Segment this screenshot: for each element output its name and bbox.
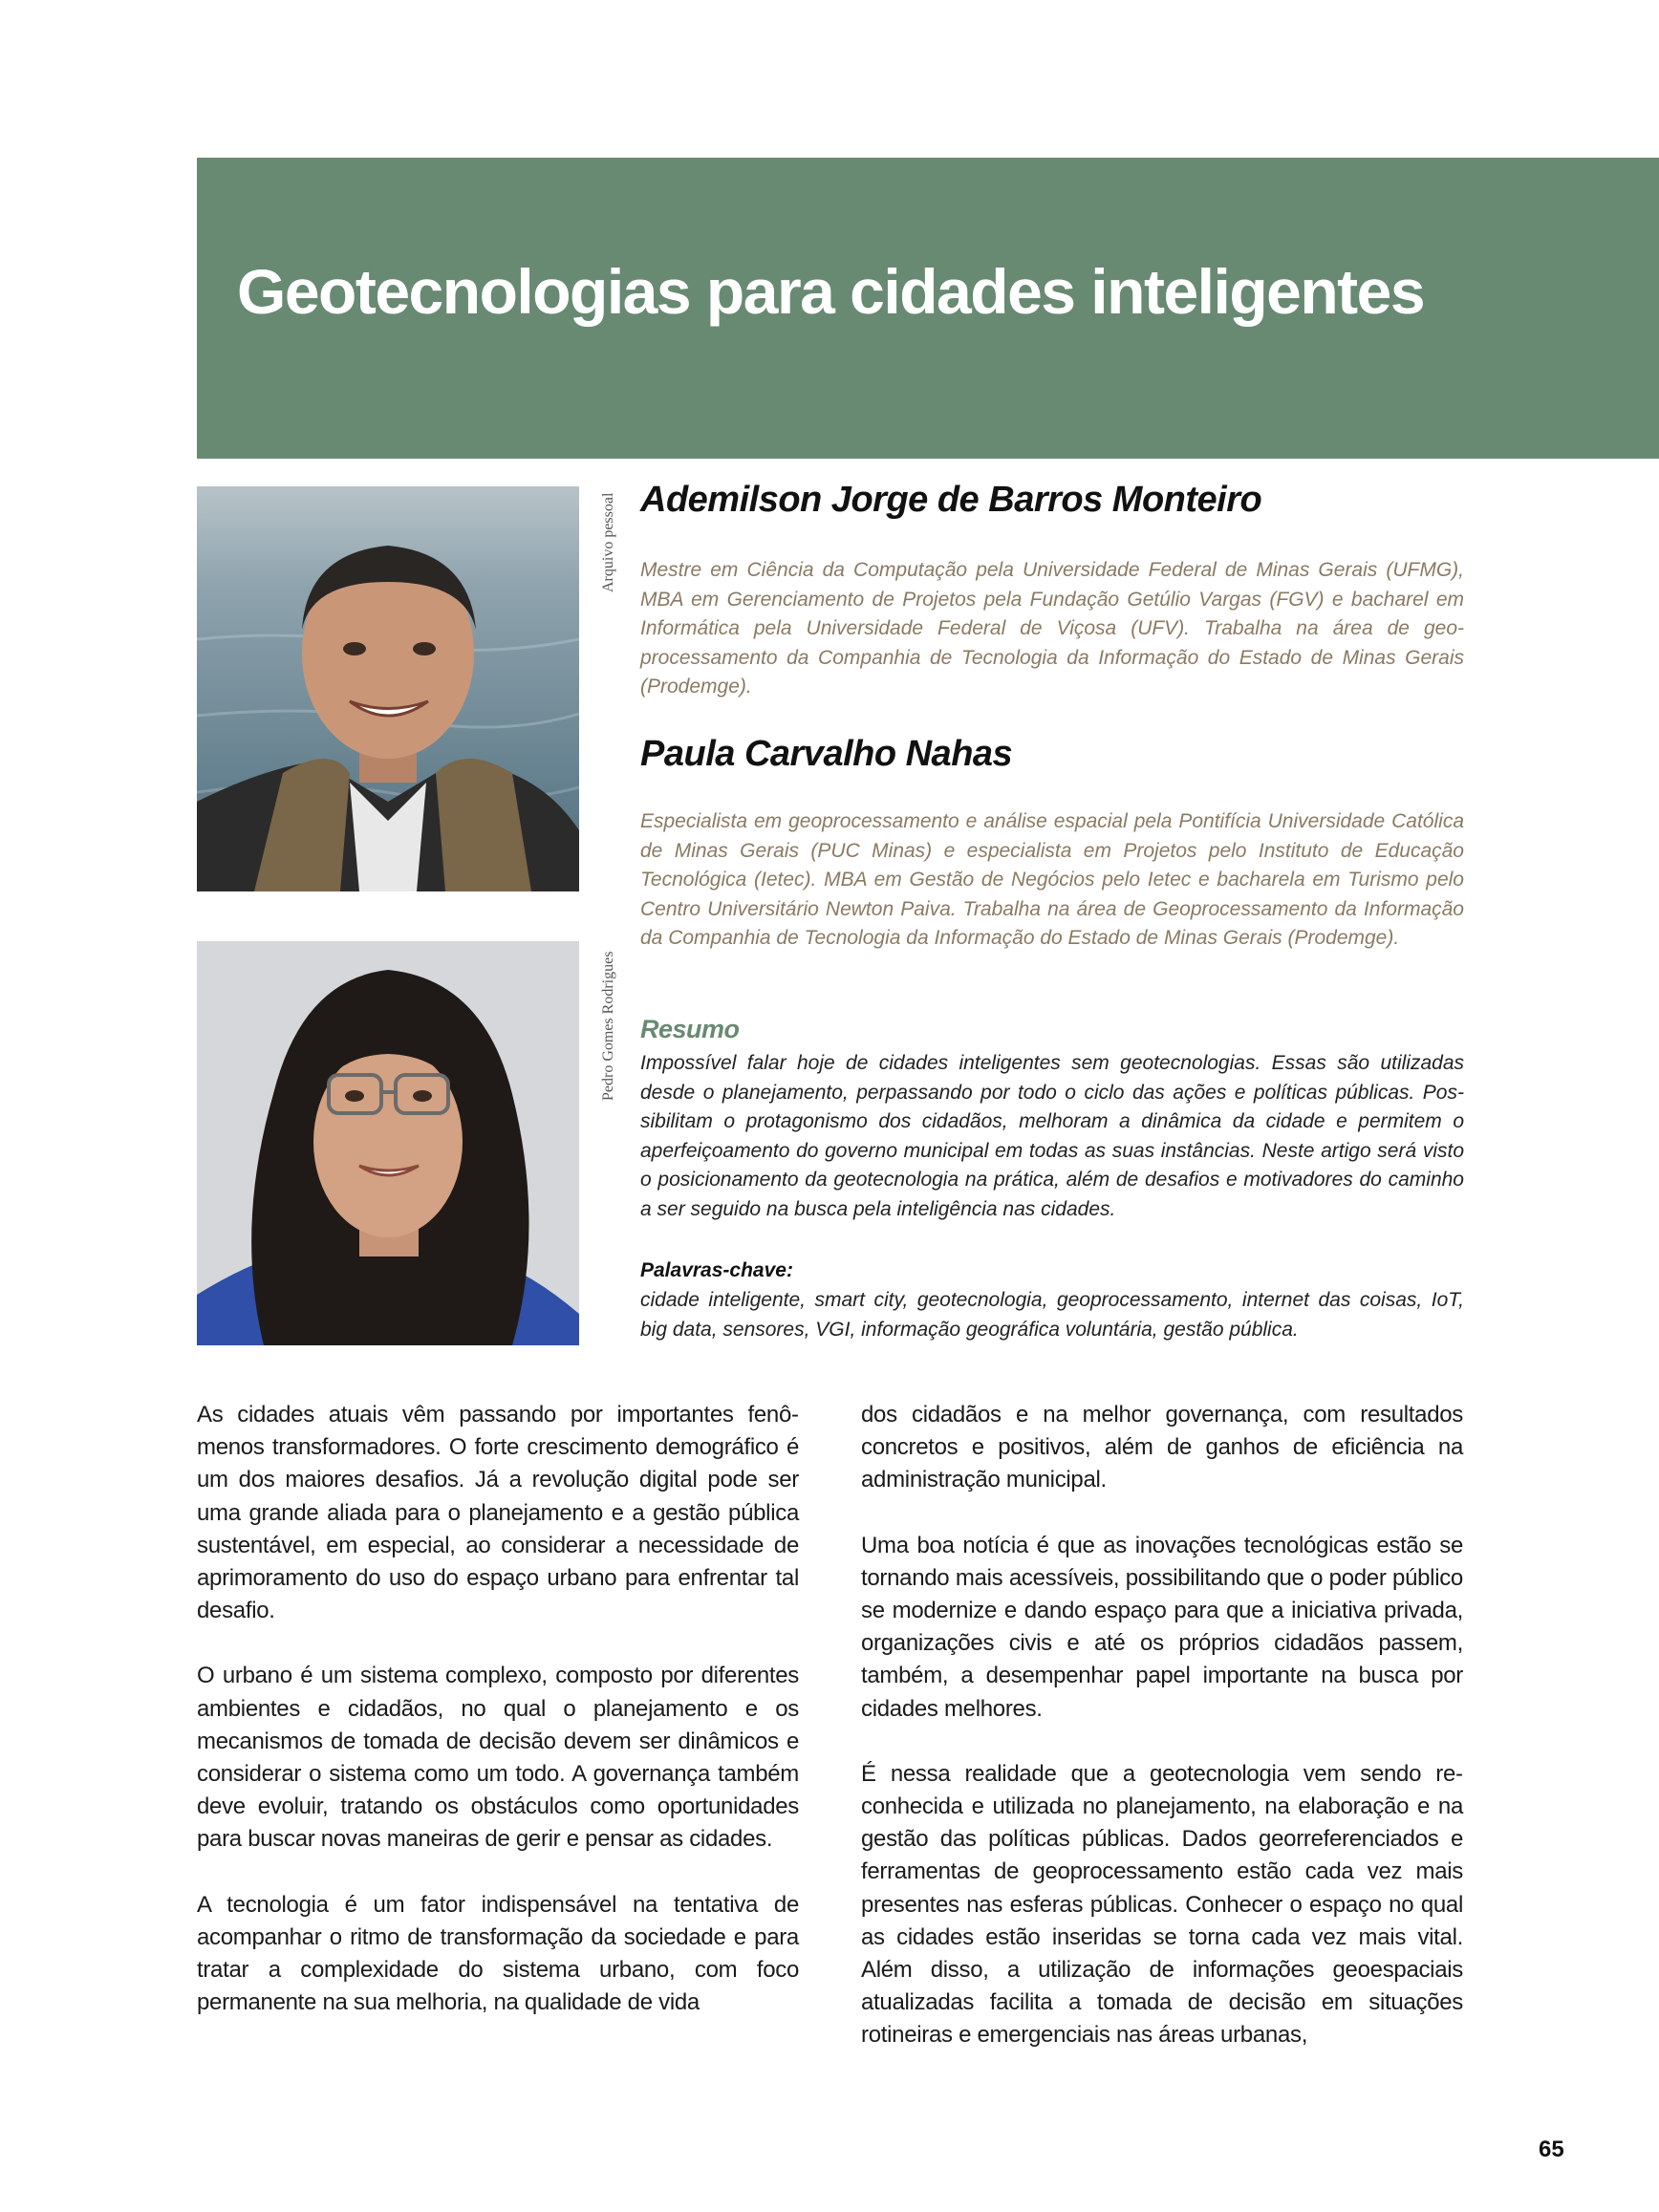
author-photo-ademilson: [197, 486, 579, 891]
title-banner: [197, 158, 1659, 459]
abstract-heading: Resumo: [640, 1015, 740, 1043]
author-bio-1: Mestre em Ciência da Computação pela Universidade Federal de Minas Gerais (UFMG), MBA em Gerenciamento de Projetos pela Fundação Getúlio Vargas (FGV) e bacharel em Informática pela Universidade Federal de Viçosa (UFV). Trabalha na área de geoprocessamento da Companhia de Tecnologia da Informação do Estado de Minas Gerais (Prodemge).: [640, 559, 1464, 698]
body-paragraph: As cidades atuais vêm passando por importantes fenômenos transformadores. O forte crescimento demográfico é um dos maiores desafios. Já a revolução digital pode ser uma grande aliada para o planejamento e a gestão pública sustentável, em especial, ao considerar a necessidade de aprimoramento do uso do espaço urbano para enfrentar tal desafio.: [197, 1402, 799, 1624]
keywords-heading: Palavras-chave:: [640, 1259, 793, 1281]
body-paragraph: O urbano é um sistema complexo, composto por diferentes ambientes e cidadãos, no qual o planejamento e os mecanismos de tomada de decisão devem ser dinâmicos e considerar o sistema como um todo. A governança também deve evoluir, tratando os obstáculos como oportunidades para buscar novas maneiras de gerir e pensar as cidades.: [197, 1663, 799, 1853]
photo-credit-1: Arquivo pessoal: [600, 492, 616, 592]
article-title: Geotecnologias para cidades inteligentes: [237, 256, 1425, 327]
author-photo-1-image: [197, 486, 579, 891]
page-number: 65: [1539, 2137, 1564, 2162]
body-paragraph: Uma boa notícia é que as inovações tecnológicas estão se tornando mais acessíveis, possibilitando que o poder público se modernize e dando espaço para que a iniciativa privada, organizações civis e até os próprios cidadãos passem, também, a desempenhar papel importante na busca por cidades melhores.: [861, 1532, 1463, 1722]
abstract-text: Impossível falar hoje de cidades inteligentes sem geotecnologias. Essas são utilizadas desde o planejamento, perpassando por todo o ciclo das ações e políticas públicas. Possibilitam o protagonismo dos cidadãos, melhoram a dinâmica da cidade e permitem o aperfeiçoamento do governo municipal em todas as suas instâncias. Neste artigo será visto o posicionamento da geotecnologia na prática, além de desafios e motivadores do caminho a ser seguido na busca pela inteligência nas cidades.: [640, 1052, 1464, 1220]
body-column-left: [197, 1399, 799, 2051]
keywords-text: cidade inteligente, smart city, geotecnologia, geoprocessamento, internet das coisas, IoT, big data, sensores, VGI, informação geográfica voluntária, gestão pública.: [640, 1289, 1464, 1341]
author-photo-paula: [197, 941, 579, 1345]
body-paragraph: É nessa realidade que a geotecnologia vem sendo reconhecida e utilizada no planejamento, na elaboração e na gestão das políticas públicas. Dados georreferenciados e ferramentas de geoprocessamento estão cada vez mais presentes nas esferas públicas. Conhecer o espaço no qual as cidades estão inseridas se torna cada vez mais vital. Além disso, a utilização de informações geoespaciais atualizadas facilita a tomada de decisão em situações rotineiras e emergenciais nas áreas urbanas,: [861, 1760, 1463, 2049]
author-bio-2: Especialista em geoprocessamento e análise espacial pela Pontifícia Universidade Católica de Minas Gerais (PUC Minas) e especialista em Projetos pelo Instituto de Educação Tecnológica (Ietec). MBA em Gestão de Negócios pelo Ietec e bacharela em Turismo pelo Centro Universitário Newton Paiva. Trabalha na área de Geoprocessamento da Informação da Companhia de Tecnologia da Informação do Estado de Minas Gerais (Prodemge).: [640, 810, 1464, 949]
body-paragraph: A tecnologia é um fator indispensável na tentativa de acompanhar o ritmo de transformação da sociedade e para tratar a complexidade do sistema urbano, com foco permanente na sua melhoria, na qualidade de vida: [197, 1891, 799, 2016]
body-paragraph: dos cidadãos e na melhor governança, com resultados concretos e positivos, além de ganhos de eficiência na administração municipal.: [861, 1402, 1463, 1493]
author-name-1: Ademilson Jorge de Barros Monteiro: [640, 480, 1262, 520]
photo-credit-2: Pedro Gomes Rodrigues: [600, 951, 616, 1101]
author-photo-2-image: [197, 941, 579, 1345]
body-column-right: [861, 1399, 1463, 2085]
author-name-2: Paula Carvalho Nahas: [640, 734, 1013, 774]
